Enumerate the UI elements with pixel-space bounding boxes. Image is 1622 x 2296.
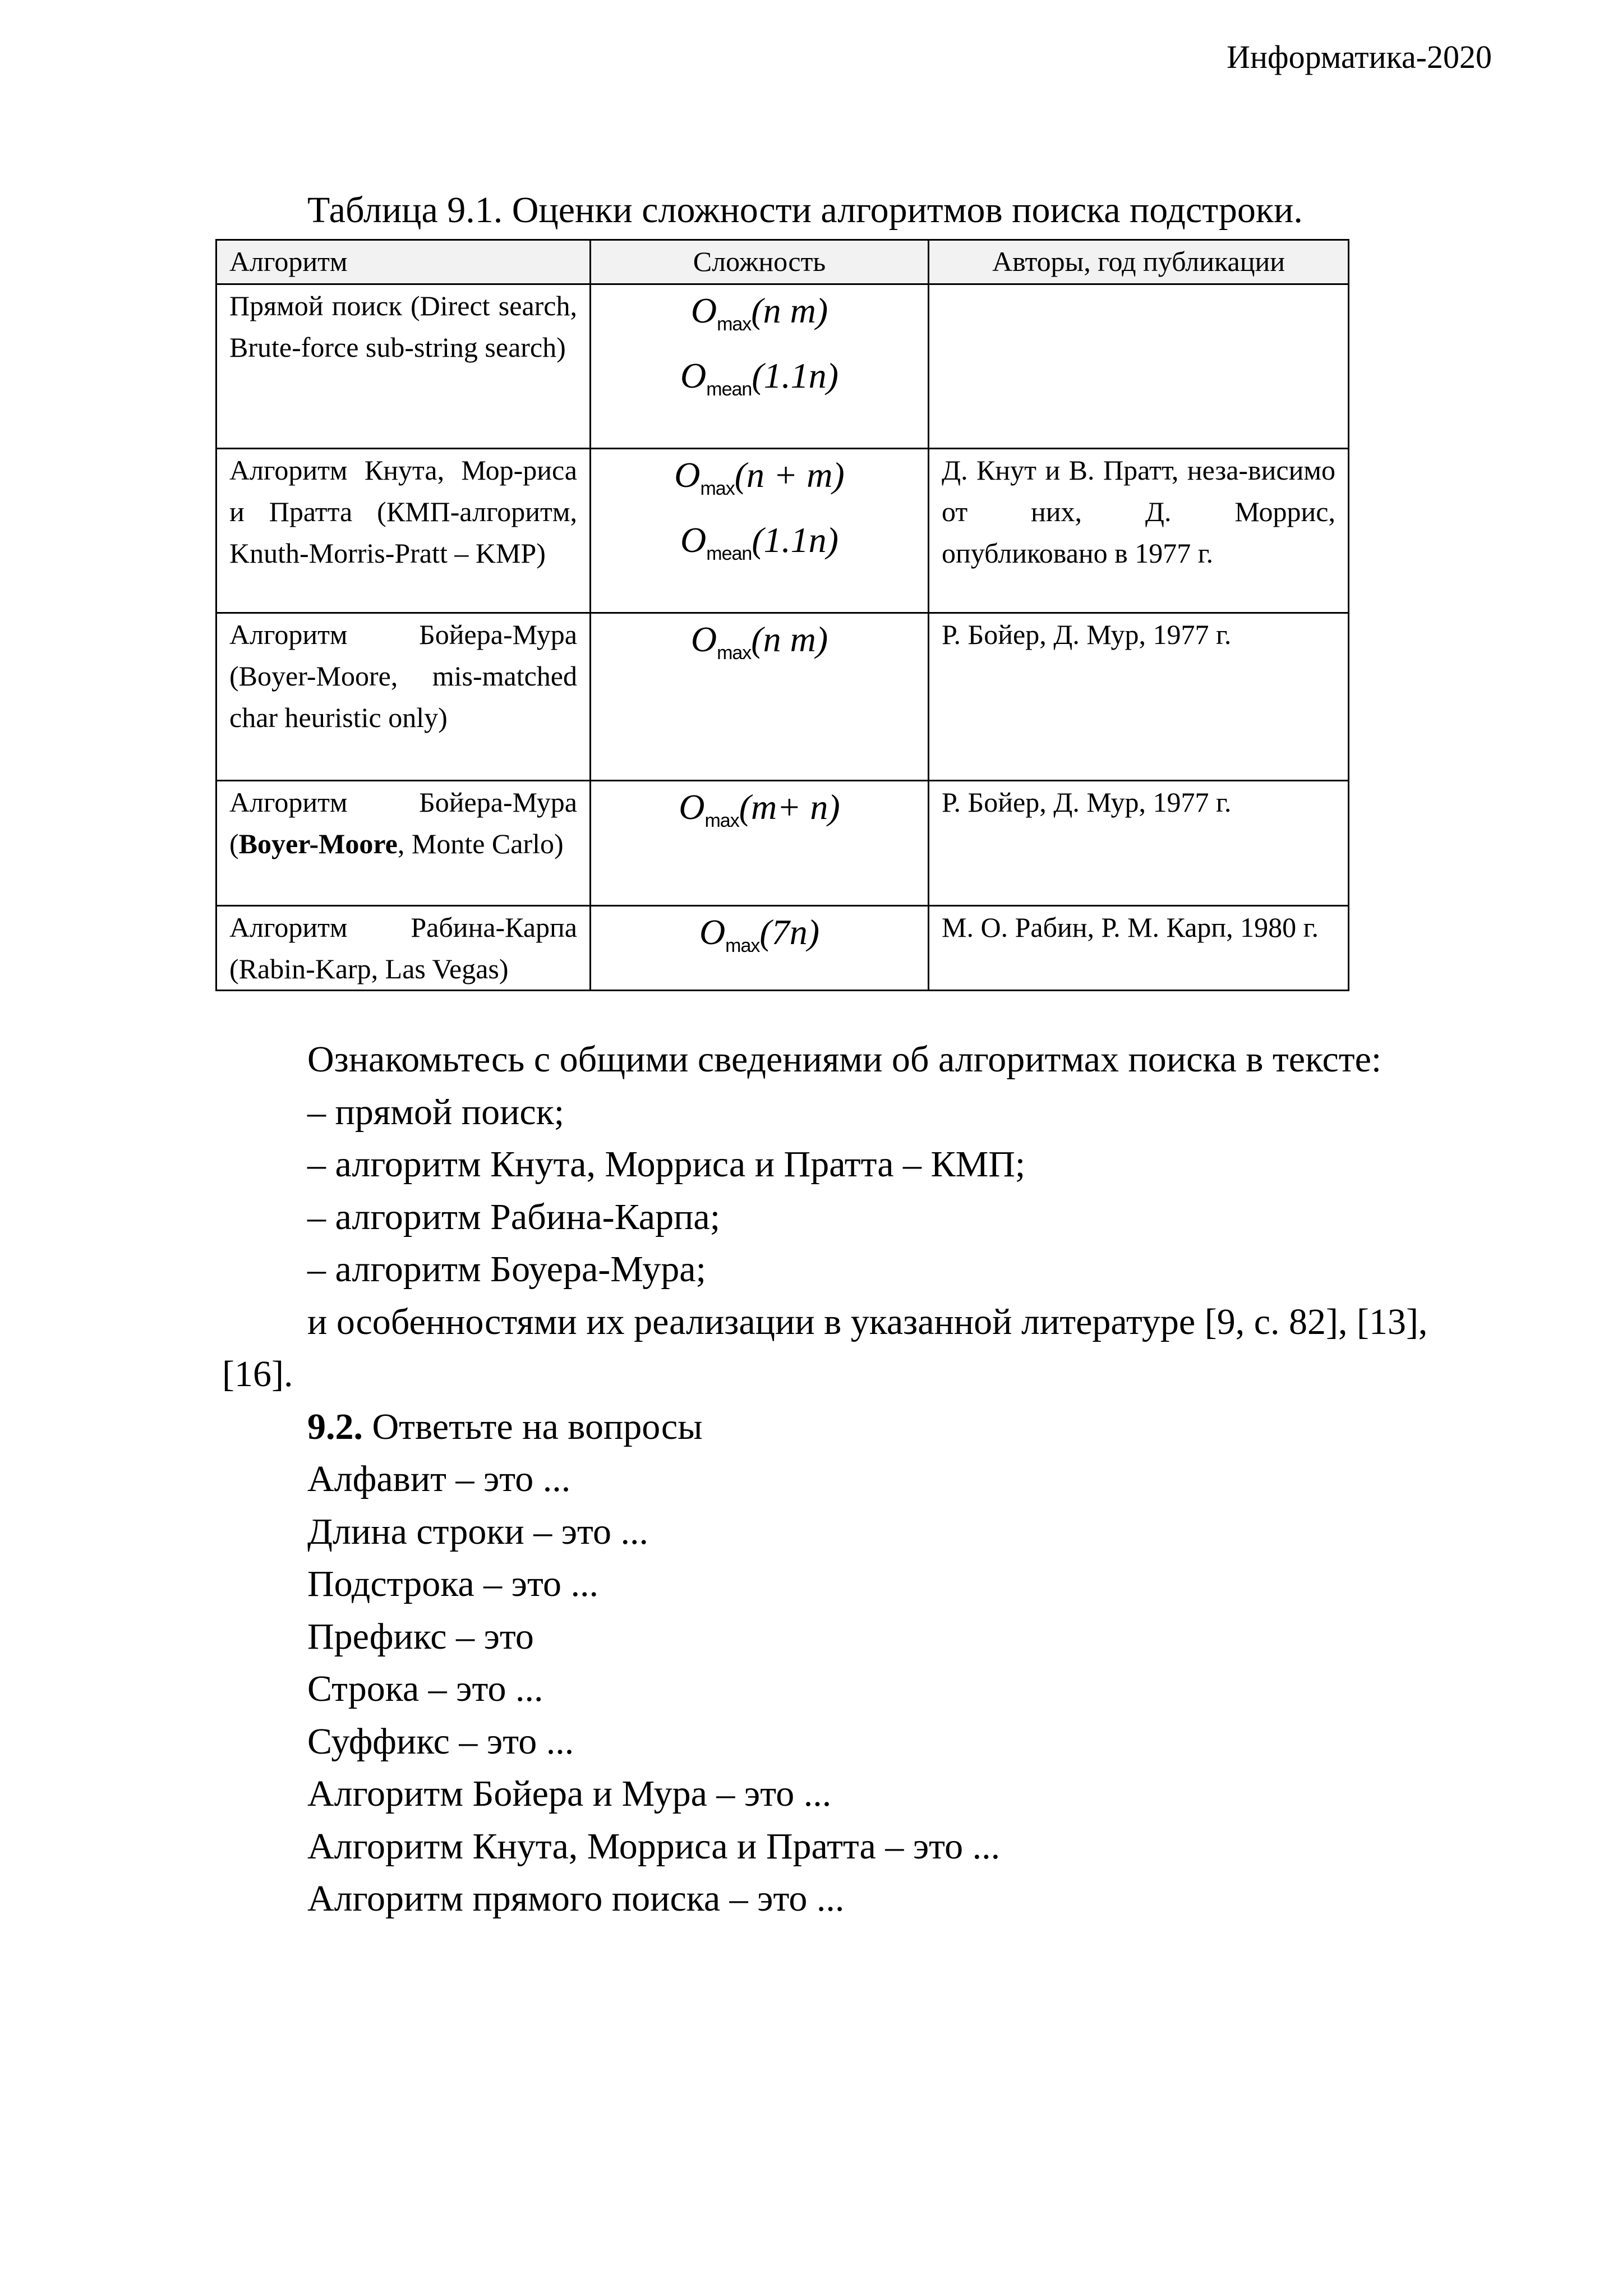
complexity-formula: $O_{max}(7n)$ [699,912,820,956]
algorithm-cell: Прямой поиск (Direct search, Brute-force sub-string search) [216,284,591,449]
authors-cell: Р. Бойер, Д. Мур, 1977 г. [929,781,1349,906]
running-header: Информатика-2020 [1227,39,1492,75]
question-item: Строка – это ... [307,1668,543,1709]
section-heading [222,1401,1493,1453]
complexity-formula: $O_{max}(n$ m) [690,291,828,335]
table-row [216,781,1349,906]
list-item: – алгоритм Рабина-Карпа; [307,1196,721,1237]
complexity-cell [591,781,929,906]
algorithm-cell: Алгоритм Рабина-Карпа (Rabin-Karp, Las Vegas) [216,906,591,991]
body-text [222,1033,1493,1925]
authors-cell: Д. Кнут и В. Пратт, неза-висимо от них, Д. Моррис, опубликовано в 1977 г. [929,449,1349,613]
section-number: 9.2. [307,1406,363,1447]
complexity-table [215,239,1349,991]
algorithm-bold-name: Boyer-Moore [238,828,398,859]
table-row [216,449,1349,613]
question-item: Префикс – это [307,1616,534,1657]
question-item: Подстрока – это ... [307,1563,598,1604]
complexity-formula: $O_{mean}(1.1n)$ [680,356,838,400]
complexity-cell [591,613,929,781]
section-title: Ответьте на вопросы [363,1406,703,1447]
authors-cell [929,284,1349,449]
question-item: Алфавит – это ... [307,1458,571,1499]
table-caption: Таблица 9.1. Оценки сложности алгоритмов поиска подстроки. [307,190,1303,231]
algorithm-cell: Алгоритм Бойера-Мура (Boyer-Moore, mis-matched char heuristic only) [216,613,591,781]
intro-paragraph: Ознакомьтесь с общими сведениями об алгоритмах поиска в тексте: [307,1039,1382,1080]
complexity-cell [591,906,929,991]
complexity-formula: $O_{max}(n$ m) [690,619,828,664]
complexity-formula: $O_{max}(m+ n)$ [679,787,840,831]
authors-cell: М. О. Рабин, Р. М. Карп, 1980 г. [929,906,1349,991]
question-item: Алгоритм Кнута, Морриса и Пратта – это ... [307,1825,1001,1867]
table-row [216,284,1349,449]
complexity-cell [591,449,929,613]
algorithm-cell: Алгоритм Кнута, Мор-риса и Пратта (КМП-алгоритм, Knuth-Morris-Pratt – KMP) [216,449,591,613]
list-item: – прямой поиск; [307,1091,565,1133]
table-header-row [216,240,1349,284]
features-paragraph: и особенностями их реализации в указанной литературе [9, с. 82], [13], [16]. [222,1301,1428,1395]
column-header-algorithm: Алгоритм [216,240,591,284]
question-item: Суффикс – это ... [307,1720,574,1762]
authors-cell: Р. Бойер, Д. Мур, 1977 г. [929,613,1349,781]
question-item: Алгоритм прямого поиска – это ... [307,1878,845,1919]
complexity-formula: $O_{mean}(1.1n)$ [680,520,838,564]
table-row [216,613,1349,781]
column-header-authors: Авторы, год публикации [929,240,1349,284]
question-item: Длина строки – это ... [307,1511,649,1552]
list-item: – алгоритм Кнута, Морриса и Пратта – КМП; [307,1144,1026,1185]
complexity-formula: $O_{max}(n + m)$ [674,455,845,499]
algorithm-cell: Алгоритм Бойера-Мура (Boyer-Moore, Monte Carlo) [216,781,591,906]
column-header-complexity: Сложность [591,240,929,284]
question-item: Алгоритм Бойера и Мура – это ... [307,1773,832,1814]
list-item: – алгоритм Боуера-Мура; [307,1249,706,1290]
table-row [216,906,1349,991]
complexity-cell [591,284,929,449]
